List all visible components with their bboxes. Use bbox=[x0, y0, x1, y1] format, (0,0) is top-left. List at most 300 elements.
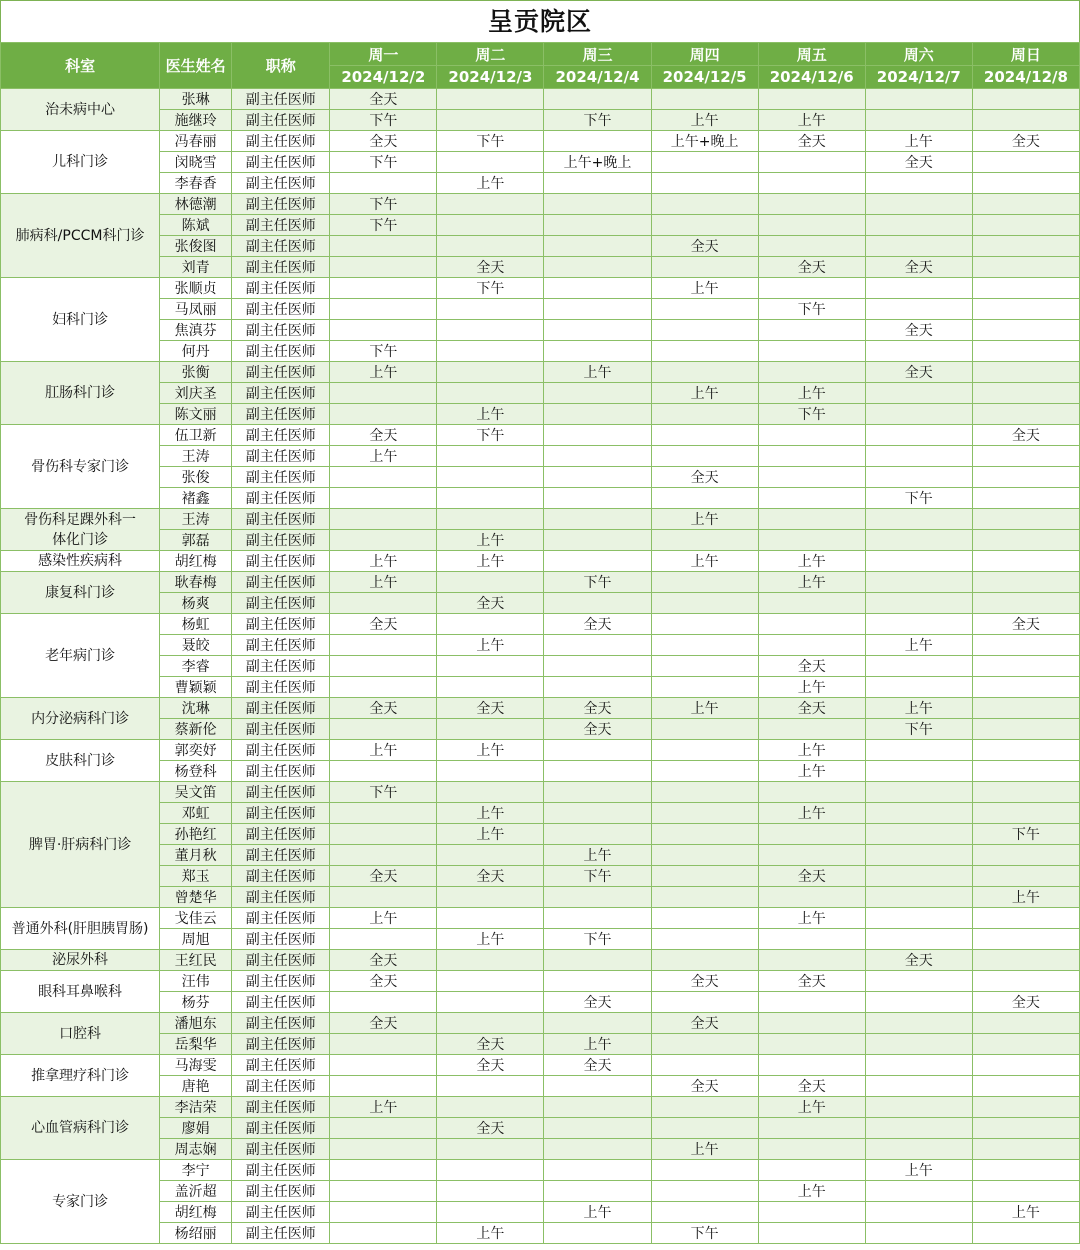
schedule-cell bbox=[330, 1160, 437, 1181]
schedule-cell bbox=[437, 446, 544, 467]
doctor-title-cell: 副主任医师 bbox=[232, 572, 330, 593]
schedule-cell bbox=[437, 845, 544, 866]
schedule-cell bbox=[330, 530, 437, 551]
schedule-cell bbox=[972, 173, 1079, 194]
doctor-title-cell: 副主任医师 bbox=[232, 1055, 330, 1076]
table-row bbox=[1, 1034, 1080, 1055]
schedule-cell bbox=[972, 950, 1079, 971]
schedule-cell bbox=[437, 362, 544, 383]
doctor-title-cell: 副主任医师 bbox=[232, 782, 330, 803]
doctor-name-cell: 耿春梅 bbox=[160, 572, 232, 593]
doctor-name-cell: 蔡新伦 bbox=[160, 719, 232, 740]
doctor-name-cell: 闵晓雪 bbox=[160, 152, 232, 173]
schedule-cell: 下午 bbox=[972, 824, 1079, 845]
schedule-cell bbox=[972, 194, 1079, 215]
schedule-cell bbox=[651, 1118, 758, 1139]
schedule-cell bbox=[330, 320, 437, 341]
schedule-cell bbox=[758, 1055, 865, 1076]
table-row bbox=[1, 761, 1080, 782]
schedule-cell: 上午 bbox=[758, 761, 865, 782]
header-weekday: 周三 bbox=[544, 43, 651, 66]
schedule-cell bbox=[651, 887, 758, 908]
schedule-cell: 下午 bbox=[544, 110, 651, 131]
doctor-title-cell: 副主任医师 bbox=[232, 236, 330, 257]
dept-cell: 普通外科(肝胆胰胃肠) bbox=[1, 908, 160, 950]
schedule-cell: 上午 bbox=[651, 110, 758, 131]
schedule-cell bbox=[330, 719, 437, 740]
schedule-cell bbox=[330, 656, 437, 677]
schedule-cell bbox=[972, 383, 1079, 404]
schedule-cell bbox=[544, 824, 651, 845]
schedule-cell bbox=[437, 992, 544, 1013]
doctor-title-cell: 副主任医师 bbox=[232, 467, 330, 488]
schedule-cell bbox=[758, 488, 865, 509]
schedule-cell: 全天 bbox=[651, 236, 758, 257]
doctor-name-cell: 焦滇芬 bbox=[160, 320, 232, 341]
schedule-cell: 上午 bbox=[758, 572, 865, 593]
schedule-cell bbox=[865, 530, 972, 551]
schedule-cell: 全天 bbox=[651, 467, 758, 488]
schedule-cell: 上午 bbox=[758, 677, 865, 698]
doctor-name-cell: 周旭 bbox=[160, 929, 232, 950]
doctor-title-cell: 副主任医师 bbox=[232, 803, 330, 824]
schedule-cell bbox=[865, 929, 972, 950]
schedule-cell bbox=[330, 509, 437, 530]
table-row bbox=[1, 698, 1080, 719]
schedule-cell bbox=[865, 404, 972, 425]
schedule-cell: 全天 bbox=[437, 1118, 544, 1139]
schedule-cell bbox=[865, 992, 972, 1013]
doctor-name-cell: 杨芬 bbox=[160, 992, 232, 1013]
table-row bbox=[1, 446, 1080, 467]
table-row bbox=[1, 572, 1080, 593]
schedule-cell bbox=[651, 404, 758, 425]
schedule-cell: 上午 bbox=[758, 383, 865, 404]
table-row bbox=[1, 1055, 1080, 1076]
schedule-cell: 下午 bbox=[651, 1223, 758, 1244]
schedule-cell bbox=[972, 1076, 1079, 1097]
schedule-cell: 全天 bbox=[758, 257, 865, 278]
schedule-cell: 上午 bbox=[758, 551, 865, 572]
schedule-cell bbox=[758, 782, 865, 803]
doctor-title-cell: 副主任医师 bbox=[232, 677, 330, 698]
schedule-cell: 上午 bbox=[651, 551, 758, 572]
dept-cell: 皮肤科门诊 bbox=[1, 740, 160, 782]
schedule-cell bbox=[865, 215, 972, 236]
schedule-cell bbox=[437, 152, 544, 173]
schedule-cell: 全天 bbox=[330, 971, 437, 992]
schedule-cell bbox=[865, 677, 972, 698]
doctor-title-cell: 副主任医师 bbox=[232, 404, 330, 425]
schedule-cell: 全天 bbox=[544, 1055, 651, 1076]
schedule-cell bbox=[330, 677, 437, 698]
schedule-cell bbox=[437, 299, 544, 320]
schedule-cell bbox=[972, 341, 1079, 362]
schedule-cell bbox=[437, 488, 544, 509]
schedule-cell: 上午 bbox=[437, 635, 544, 656]
schedule-cell bbox=[544, 341, 651, 362]
doctor-name-cell: 戈佳云 bbox=[160, 908, 232, 929]
schedule-cell bbox=[330, 383, 437, 404]
doctor-title-cell: 副主任医师 bbox=[232, 1076, 330, 1097]
schedule-cell bbox=[330, 467, 437, 488]
schedule-cell bbox=[758, 215, 865, 236]
schedule-cell bbox=[544, 467, 651, 488]
schedule-cell: 上午 bbox=[758, 908, 865, 929]
table-row bbox=[1, 320, 1080, 341]
schedule-cell: 上午 bbox=[437, 404, 544, 425]
schedule-cell bbox=[544, 1013, 651, 1034]
schedule-cell bbox=[651, 1181, 758, 1202]
doctor-title-cell: 副主任医师 bbox=[232, 194, 330, 215]
schedule-cell bbox=[758, 950, 865, 971]
schedule-cell: 上午+晚上 bbox=[544, 152, 651, 173]
schedule-cell bbox=[758, 236, 865, 257]
schedule-cell bbox=[758, 1034, 865, 1055]
schedule-cell bbox=[651, 1055, 758, 1076]
header-date: 2024/12/6 bbox=[758, 66, 865, 89]
schedule-cell: 上午 bbox=[651, 698, 758, 719]
schedule-cell bbox=[651, 761, 758, 782]
schedule-cell bbox=[865, 740, 972, 761]
schedule-cell bbox=[544, 320, 651, 341]
doctor-title-cell: 副主任医师 bbox=[232, 89, 330, 110]
schedule-cell bbox=[865, 971, 972, 992]
doctor-name-cell: 唐艳 bbox=[160, 1076, 232, 1097]
schedule-cell bbox=[651, 1160, 758, 1181]
schedule-cell bbox=[651, 1034, 758, 1055]
doctor-name-cell: 岳梨华 bbox=[160, 1034, 232, 1055]
schedule-cell bbox=[758, 719, 865, 740]
header-date: 2024/12/8 bbox=[972, 66, 1079, 89]
schedule-cell: 全天 bbox=[758, 656, 865, 677]
doctor-title-cell: 副主任医师 bbox=[232, 761, 330, 782]
header-date: 2024/12/5 bbox=[651, 66, 758, 89]
doctor-name-cell: 吴文笛 bbox=[160, 782, 232, 803]
schedule-cell bbox=[544, 278, 651, 299]
schedule-cell bbox=[330, 1118, 437, 1139]
schedule-cell bbox=[437, 719, 544, 740]
schedule-cell bbox=[544, 740, 651, 761]
schedule-cell: 上午 bbox=[544, 362, 651, 383]
header-weekday: 周日 bbox=[972, 43, 1079, 66]
schedule-cell bbox=[972, 698, 1079, 719]
schedule-cell bbox=[972, 803, 1079, 824]
schedule-cell bbox=[437, 215, 544, 236]
table-row bbox=[1, 782, 1080, 803]
schedule-cell: 全天 bbox=[437, 866, 544, 887]
schedule-cell bbox=[758, 89, 865, 110]
schedule-cell bbox=[544, 236, 651, 257]
doctor-name-cell: 冯春丽 bbox=[160, 131, 232, 152]
schedule-cell bbox=[330, 1223, 437, 1244]
schedule-cell: 上午 bbox=[651, 509, 758, 530]
table-body bbox=[1, 89, 1080, 1244]
schedule-cell: 上午 bbox=[972, 1202, 1079, 1223]
schedule-cell bbox=[544, 971, 651, 992]
schedule-cell bbox=[544, 1139, 651, 1160]
schedule-cell bbox=[865, 887, 972, 908]
schedule-cell bbox=[758, 887, 865, 908]
table-row bbox=[1, 971, 1080, 992]
table-row bbox=[1, 299, 1080, 320]
schedule-cell bbox=[544, 635, 651, 656]
schedule-cell bbox=[544, 1223, 651, 1244]
schedule-cell: 上午 bbox=[544, 1202, 651, 1223]
schedule-cell: 上午 bbox=[330, 551, 437, 572]
schedule-cell bbox=[544, 1181, 651, 1202]
schedule-cell: 下午 bbox=[330, 782, 437, 803]
header-rank: 职称 bbox=[232, 43, 330, 89]
doctor-name-cell: 邓虹 bbox=[160, 803, 232, 824]
schedule-cell bbox=[651, 173, 758, 194]
schedule-cell bbox=[330, 593, 437, 614]
schedule-cell: 下午 bbox=[544, 866, 651, 887]
schedule-cell bbox=[437, 782, 544, 803]
doctor-name-cell: 孙艳红 bbox=[160, 824, 232, 845]
schedule-cell bbox=[544, 257, 651, 278]
schedule-cell: 全天 bbox=[865, 320, 972, 341]
doctor-title-cell: 副主任医师 bbox=[232, 698, 330, 719]
doctor-name-cell: 郭奕妤 bbox=[160, 740, 232, 761]
schedule-cell bbox=[865, 1034, 972, 1055]
schedule-cell bbox=[437, 1181, 544, 1202]
schedule-cell bbox=[437, 1139, 544, 1160]
schedule-cell bbox=[972, 845, 1079, 866]
doctor-title-cell: 副主任医师 bbox=[232, 488, 330, 509]
schedule-cell bbox=[865, 236, 972, 257]
doctor-title-cell: 副主任医师 bbox=[232, 551, 330, 572]
schedule-cell: 上午 bbox=[865, 635, 972, 656]
schedule-cell bbox=[651, 866, 758, 887]
schedule-cell bbox=[544, 299, 651, 320]
schedule-cell: 全天 bbox=[972, 425, 1079, 446]
schedule-cell bbox=[865, 467, 972, 488]
schedule-cell bbox=[651, 929, 758, 950]
schedule-cell bbox=[651, 719, 758, 740]
schedule-cell bbox=[865, 278, 972, 299]
schedule-cell: 上午 bbox=[437, 173, 544, 194]
schedule-cell bbox=[865, 908, 972, 929]
doctor-title-cell: 副主任医师 bbox=[232, 971, 330, 992]
schedule-cell bbox=[758, 635, 865, 656]
dept-cell: 感染性疾病科 bbox=[1, 551, 160, 572]
schedule-cell bbox=[544, 215, 651, 236]
schedule-cell bbox=[758, 446, 865, 467]
doctor-title-cell: 副主任医师 bbox=[232, 1160, 330, 1181]
schedule-cell bbox=[651, 1202, 758, 1223]
doctor-name-cell: 马海雯 bbox=[160, 1055, 232, 1076]
schedule-cell bbox=[330, 635, 437, 656]
schedule-cell: 下午 bbox=[544, 929, 651, 950]
table-row bbox=[1, 467, 1080, 488]
schedule-cell: 全天 bbox=[865, 362, 972, 383]
schedule-cell bbox=[437, 236, 544, 257]
schedule-cell bbox=[865, 551, 972, 572]
schedule-cell bbox=[437, 908, 544, 929]
table-row bbox=[1, 1223, 1080, 1244]
schedule-cell: 全天 bbox=[330, 866, 437, 887]
header-weekday: 周六 bbox=[865, 43, 972, 66]
table-row bbox=[1, 1160, 1080, 1181]
schedule-cell bbox=[865, 383, 972, 404]
doctor-name-cell: 杨爽 bbox=[160, 593, 232, 614]
schedule-cell: 下午 bbox=[437, 131, 544, 152]
schedule-cell bbox=[972, 509, 1079, 530]
schedule-cell bbox=[651, 908, 758, 929]
dept-cell: 骨伤科专家门诊 bbox=[1, 425, 160, 509]
table-row bbox=[1, 1013, 1080, 1034]
header-weekday: 周五 bbox=[758, 43, 865, 66]
table-row bbox=[1, 89, 1080, 110]
schedule-cell bbox=[865, 1181, 972, 1202]
schedule-cell bbox=[972, 929, 1079, 950]
schedule-cell bbox=[330, 257, 437, 278]
schedule-cell bbox=[865, 572, 972, 593]
schedule-cell: 上午+晚上 bbox=[651, 131, 758, 152]
schedule-cell bbox=[758, 1223, 865, 1244]
schedule-cell: 上午 bbox=[330, 740, 437, 761]
schedule-cell bbox=[865, 614, 972, 635]
schedule-cell bbox=[865, 194, 972, 215]
schedule-cell: 全天 bbox=[330, 425, 437, 446]
schedule-cell bbox=[865, 173, 972, 194]
doctor-title-cell: 副主任医师 bbox=[232, 278, 330, 299]
schedule-cell bbox=[544, 803, 651, 824]
schedule-cell bbox=[437, 341, 544, 362]
schedule-cell: 上午 bbox=[758, 803, 865, 824]
header-date: 2024/12/2 bbox=[330, 66, 437, 89]
schedule-cell bbox=[758, 509, 865, 530]
doctor-title-cell: 副主任医师 bbox=[232, 131, 330, 152]
schedule-cell bbox=[758, 425, 865, 446]
schedule-cell bbox=[330, 824, 437, 845]
doctor-title-cell: 副主任医师 bbox=[232, 320, 330, 341]
doctor-title-cell: 副主任医师 bbox=[232, 1118, 330, 1139]
doctor-title-cell: 副主任医师 bbox=[232, 152, 330, 173]
schedule-cell bbox=[865, 1013, 972, 1034]
schedule-cell bbox=[544, 488, 651, 509]
schedule-cell bbox=[651, 488, 758, 509]
doctor-title-cell: 副主任医师 bbox=[232, 1013, 330, 1034]
schedule-cell: 上午 bbox=[758, 1097, 865, 1118]
doctor-title-cell: 副主任医师 bbox=[232, 887, 330, 908]
schedule-cell bbox=[972, 1160, 1079, 1181]
schedule-cell bbox=[758, 173, 865, 194]
schedule-cell: 全天 bbox=[330, 89, 437, 110]
schedule-cell bbox=[651, 803, 758, 824]
header-name: 医生姓名 bbox=[160, 43, 232, 89]
table-row bbox=[1, 215, 1080, 236]
schedule-cell bbox=[544, 194, 651, 215]
table-row bbox=[1, 509, 1080, 530]
doctor-name-cell: 施继玲 bbox=[160, 110, 232, 131]
schedule-cell bbox=[544, 173, 651, 194]
dept-cell: 泌尿外科 bbox=[1, 950, 160, 971]
schedule-cell bbox=[758, 530, 865, 551]
table-row bbox=[1, 908, 1080, 929]
schedule-cell bbox=[651, 215, 758, 236]
schedule-cell bbox=[758, 1118, 865, 1139]
doctor-name-cell: 李宁 bbox=[160, 1160, 232, 1181]
table-row bbox=[1, 740, 1080, 761]
table-row bbox=[1, 110, 1080, 131]
schedule-cell bbox=[437, 887, 544, 908]
schedule-cell bbox=[651, 845, 758, 866]
doctor-title-cell: 副主任医师 bbox=[232, 509, 330, 530]
dept-cell: 推拿理疗科门诊 bbox=[1, 1055, 160, 1097]
schedule-cell bbox=[544, 656, 651, 677]
schedule-cell: 全天 bbox=[758, 1076, 865, 1097]
doctor-title-cell: 副主任医师 bbox=[232, 992, 330, 1013]
schedule-cell: 全天 bbox=[758, 971, 865, 992]
doctor-title-cell: 副主任医师 bbox=[232, 110, 330, 131]
schedule-cell bbox=[330, 761, 437, 782]
schedule-cell bbox=[544, 761, 651, 782]
schedule-cell: 上午 bbox=[544, 845, 651, 866]
header-date: 2024/12/7 bbox=[865, 66, 972, 89]
doctor-name-cell: 林德潮 bbox=[160, 194, 232, 215]
schedule-cell bbox=[865, 1202, 972, 1223]
schedule-cell bbox=[758, 341, 865, 362]
schedule-table bbox=[0, 42, 1080, 1244]
schedule-cell bbox=[651, 530, 758, 551]
schedule-cell: 上午 bbox=[437, 824, 544, 845]
schedule-cell: 下午 bbox=[758, 404, 865, 425]
table-row bbox=[1, 362, 1080, 383]
dept-cell: 治未病中心 bbox=[1, 89, 160, 131]
schedule-cell: 下午 bbox=[865, 488, 972, 509]
doctor-title-cell: 副主任医师 bbox=[232, 530, 330, 551]
schedule-cell bbox=[972, 677, 1079, 698]
doctor-name-cell: 沈琳 bbox=[160, 698, 232, 719]
schedule-cell bbox=[865, 1055, 972, 1076]
schedule-cell bbox=[330, 404, 437, 425]
schedule-cell bbox=[972, 488, 1079, 509]
doctor-name-cell: 刘青 bbox=[160, 257, 232, 278]
schedule-cell bbox=[972, 236, 1079, 257]
schedule-cell bbox=[972, 866, 1079, 887]
schedule-cell: 全天 bbox=[758, 131, 865, 152]
schedule-cell bbox=[544, 593, 651, 614]
doctor-title-cell: 副主任医师 bbox=[232, 656, 330, 677]
schedule-cell bbox=[972, 551, 1079, 572]
schedule-cell bbox=[651, 992, 758, 1013]
schedule-cell: 上午 bbox=[865, 131, 972, 152]
schedule-cell bbox=[865, 110, 972, 131]
doctor-title-cell: 副主任医师 bbox=[232, 635, 330, 656]
schedule-cell bbox=[544, 404, 651, 425]
schedule-cell bbox=[972, 740, 1079, 761]
schedule-cell bbox=[437, 383, 544, 404]
schedule-cell bbox=[544, 782, 651, 803]
schedule-cell bbox=[330, 992, 437, 1013]
schedule-cell: 上午 bbox=[437, 740, 544, 761]
table-row bbox=[1, 383, 1080, 404]
doctor-title-cell: 副主任医师 bbox=[232, 824, 330, 845]
schedule-cell bbox=[865, 446, 972, 467]
table-row bbox=[1, 236, 1080, 257]
table-row bbox=[1, 173, 1080, 194]
schedule-cell: 全天 bbox=[330, 1013, 437, 1034]
table-row bbox=[1, 341, 1080, 362]
schedule-cell bbox=[758, 320, 865, 341]
schedule-cell: 上午 bbox=[437, 1223, 544, 1244]
schedule-cell bbox=[972, 89, 1079, 110]
table-row bbox=[1, 131, 1080, 152]
schedule-cell bbox=[544, 446, 651, 467]
schedule-cell: 全天 bbox=[437, 1034, 544, 1055]
